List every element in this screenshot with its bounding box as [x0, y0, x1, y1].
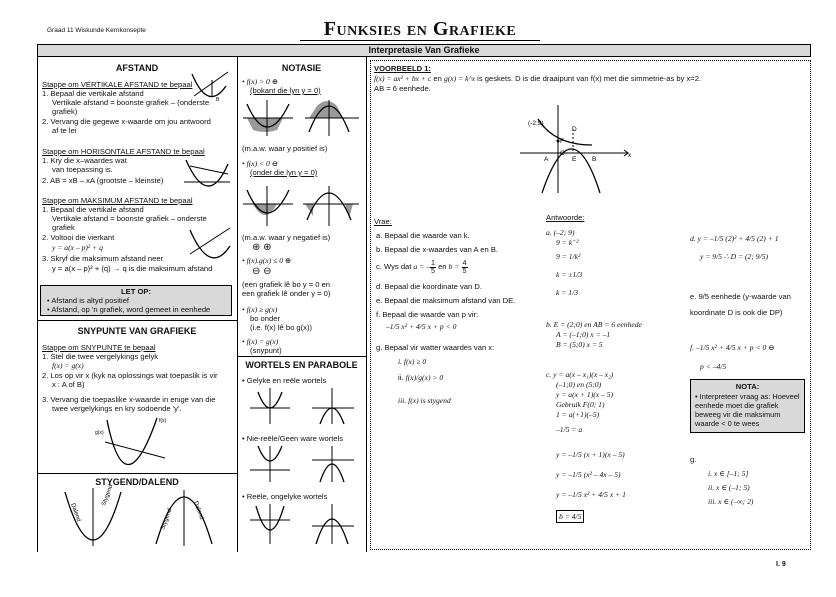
- page-title: Funksies en Grafieke: [323, 18, 517, 40]
- wortels-graph-3: [250, 504, 360, 544]
- f-label: f(x): [159, 418, 167, 424]
- ans-c: –1/5 = a: [556, 425, 583, 434]
- vraag-a: a. Bepaal die waarde van k.: [376, 231, 470, 240]
- sign-plus: ⊕ ⊕: [252, 242, 272, 253]
- ans-g: i. x ∈ [–1; 5]: [708, 469, 749, 478]
- wortels-item: • Gelyke en reële wortels: [242, 376, 327, 385]
- grade-label: Graad 11 Wiskunde Kernkonsepte: [47, 27, 146, 34]
- vrae-title: Vrae:: [374, 217, 392, 226]
- page-number: I. 9: [776, 561, 786, 568]
- snypunte-step: f(x) = g(x): [52, 361, 84, 370]
- max-step: y = a(x – p)² + q: [52, 243, 103, 252]
- ans-a: 9 = 1/k²: [556, 252, 581, 261]
- axis-label: x: [628, 152, 632, 159]
- notasie-item: bo onder: [250, 314, 280, 323]
- notasie-graph-2: [243, 186, 361, 226]
- afstand-sketch-2: [182, 152, 232, 192]
- ans-c: y = –1/5 x² + 4/5 x + 1: [556, 490, 626, 499]
- notasie-item: (m.a.w. waar y positief is): [242, 144, 328, 153]
- ans-e: koordinate D is ook die DP): [690, 308, 783, 317]
- wortels-graph-2: [250, 446, 360, 482]
- nota-title: NOTA:: [735, 382, 760, 391]
- svg-text:B: B: [216, 97, 220, 103]
- notasie-title: NOTASIE: [281, 63, 322, 73]
- ans-a: k = ±1/3: [556, 270, 583, 279]
- notasie-item: (i.e. f(x) lê bo g(x)): [250, 323, 313, 332]
- ans-f: f. –1/5 x² + 4/5 x + p < 0 ⊖: [690, 343, 775, 352]
- vraag-b: b. Bepaal die x-waardes van A en B.: [376, 245, 498, 254]
- letop-item: • Afstand is altyd positief: [47, 296, 130, 305]
- ans-c-boxed: b = 4/5: [556, 510, 584, 523]
- notasie-item: • f(x) > 0 ⊕: [242, 77, 279, 86]
- notasie-item: (onder die lyn y = 0): [250, 168, 318, 177]
- vert-step: 1. Bepaal die vertikale afstand: [42, 89, 144, 98]
- point-label: (-2;9): [528, 120, 544, 127]
- nota-box: [690, 379, 805, 433]
- notasie-item: • f(x) = g(x): [242, 337, 279, 346]
- notasie-item: (m.a.w. waar y negatief is): [242, 233, 331, 242]
- vraag-g-ii: ii. f(x)/g(x) > 0: [398, 373, 444, 382]
- ans-a: 9 = k⁻²: [556, 238, 579, 247]
- point-label: B: [592, 156, 597, 163]
- notasie-item: (bokant die lyn y = 0): [250, 86, 321, 95]
- vert-step: 2. Vervang die gegewe x-waarde om jou antwoord: [42, 117, 211, 126]
- snypunte-title: SNYPUNTE VAN GRAFIEKE: [77, 326, 197, 336]
- wortels-item: • Nie-reële/Geen ware wortels: [242, 434, 344, 443]
- antwoorde-title: Antwoorde:: [546, 213, 585, 222]
- voorbeeld-title: VOORBEELD 1:: [374, 64, 431, 73]
- letop-title: LET OP:: [121, 287, 151, 296]
- vert-step: Vertikale afstand = boonste grafiek – (onderste: [52, 98, 210, 107]
- ans-g: ii. x ∈ (–1; 5): [708, 483, 750, 492]
- notasie-graph-1: [243, 100, 361, 136]
- notasie-item: (een grafiek lê bo y = 0 en: [242, 280, 331, 289]
- stygend-label: Stygend: [101, 483, 115, 507]
- snypunte-step: twee vergelykings en kry sodoende 'y'.: [52, 404, 182, 413]
- snypunte-step: 3. Vervang die toepaslike x-waarde in enige van die: [42, 395, 216, 404]
- snypunte-graph: [95, 414, 175, 470]
- ans-b: b. E = (2;0) en AB = 6 eenhede: [546, 320, 642, 329]
- snypunte-step: x : A of B): [52, 380, 85, 389]
- snypunte-step: 1. Stel die twee vergelykings gelyk: [42, 352, 159, 361]
- vert-step: grafiek): [52, 107, 78, 116]
- wortels-graph-1: [250, 388, 360, 424]
- voorbeeld-graph: [520, 105, 640, 195]
- hor-title: Stappe om HORISONTALE AFSTAND te bepaal: [42, 147, 205, 156]
- ans-c: 1 = a(+1)(–5): [556, 410, 600, 419]
- ans-c: Gebruik F(0; 1): [556, 400, 605, 409]
- max-step: y = a(x – p)² + (q) → q is die maksimum afstand: [52, 264, 213, 273]
- notasie-item: • f(x).g(x) ≤ 0 ⊕: [242, 256, 292, 265]
- ans-c: c. y = a(x – x₁)(x – x₂): [546, 370, 614, 379]
- max-step: 2. Voltooi die vierkant: [42, 233, 115, 242]
- point-label: E: [572, 156, 577, 163]
- ans-g: g.: [690, 455, 697, 464]
- snypunte-step: 2. Los op vir x (kyk na oplossings wat toepaslik is vir: [42, 371, 218, 380]
- notasie-item: • f(x) < 0 ⊖: [242, 159, 279, 168]
- hor-step: 1. Kry die x–waardes wat: [42, 156, 127, 165]
- ans-a: a. (–2; 9): [546, 228, 575, 237]
- vraag-c: c. Wys dat a = – $\frac{1}{5}$ en b = $\frac{4}{5}$: [376, 259, 467, 275]
- afstand-sketch-3: [188, 226, 232, 260]
- afstand-title: AFSTAND: [115, 63, 159, 73]
- letop-item: • Afstand, op 'n grafiek, word gemeet in eenhede: [47, 305, 211, 314]
- max-step: grafiek: [52, 223, 75, 232]
- subtitle-bar: Interpretasie Van Grafieke: [37, 44, 811, 57]
- ans-b: B = (5;0) x = 5: [556, 340, 603, 349]
- max-step: Vertikale afstand = boonste grafiek – onderste: [52, 214, 207, 223]
- stygend-graph-1: [55, 483, 135, 546]
- vraag-f: f. Bepaal die waarde van p vir:: [376, 310, 479, 319]
- ans-c: y = a(x + 1)(x – 5): [556, 390, 614, 399]
- point-label: F: [560, 138, 564, 145]
- ans-f: p < –4/5: [700, 362, 727, 371]
- voorbeeld-line1: f(x) = ax² + bx + c en g(x) = k^x is geskets. D is die draaipunt van f(x) met die simmetrie-as by x=2.: [374, 74, 702, 83]
- stygend-title: STYGEND/DALEND: [95, 477, 179, 487]
- ans-g: iii. x ∈ (–∞; 2): [708, 497, 754, 506]
- afstand-sketch-1: [190, 68, 232, 102]
- stygend-label: Stygend: [160, 507, 174, 531]
- vraag-g-i: i. f(x) ≥ 0: [398, 357, 427, 366]
- ans-d: d. y = –1/5 (2)² + 4/5 (2) + 1: [690, 234, 779, 243]
- snypunte-sub: Stappe om SNYPUNTE te bepaal: [42, 343, 156, 352]
- g-label: g(x): [95, 430, 104, 436]
- vraag-e: e. Bepaal die maksimum afstand van DE.: [376, 296, 516, 305]
- notasie-item: (snypunt): [250, 346, 282, 355]
- wortels-item: • Reële, ongelyke wortels: [242, 492, 328, 501]
- max-step: 1. Bepaal die vertikale afstand: [42, 205, 144, 214]
- ans-c: y = –1/5 (x + 1)(x – 5): [556, 450, 625, 459]
- point-label: A: [544, 156, 549, 163]
- point-label: C: [560, 150, 565, 157]
- stygend-graph-2: [150, 490, 230, 546]
- vraag-f-expr: –1/5 x² + 4/5 x + p < 0: [386, 322, 457, 331]
- max-title: Stappe om MAKSIMUM AFSTAND te bepaal: [42, 196, 193, 205]
- ans-c: (–1;0) en (5;0): [556, 380, 602, 389]
- dalend-label: Dalend: [69, 502, 82, 523]
- voorbeeld-line2: AB = 6 eenhede.: [374, 84, 431, 93]
- nota-text: • Interpreteer vraag as: Hoeveel eenhede moet die grafiek beweeg vir die maksimum waarde < 0 te wees: [695, 392, 800, 428]
- dalend-label: Dalend: [192, 500, 205, 521]
- hor-step: van toepassing is.: [52, 165, 113, 174]
- ans-c: y = –1/5 (x² – 4x – 5): [556, 470, 621, 479]
- point-label: D: [572, 126, 577, 133]
- ans-d: y = 9/5 ∴ D = (2; 9/5): [700, 252, 769, 261]
- vert-title: Stappe om VERTIKALE AFSTAND te bepaal: [42, 80, 193, 89]
- vert-step: af te lei: [52, 126, 77, 135]
- max-step: 3. Skryf die maksimum afstand neer: [42, 254, 164, 263]
- hor-step: 2. AB = xB – xA (grootste – kleinste): [42, 176, 164, 185]
- sign-minus: ⊖ ⊖: [252, 266, 272, 277]
- ans-b: A = (–1;0) x = –1: [556, 330, 611, 339]
- vraag-d: d. Bepaal die koordinate van D.: [376, 282, 482, 291]
- wortels-title: WORTELS EN PARABOLE: [245, 360, 358, 370]
- vraag-g-iii: iii. f(x) is stygend: [398, 396, 451, 405]
- ans-e: e. 9/5 eenhede (y-waarde van: [690, 292, 791, 301]
- vraag-g: g. Bepaal vir watter waardes van x:: [376, 343, 495, 352]
- notasie-item: een grafiek lê onder y = 0): [242, 289, 331, 298]
- ans-a: k = 1/3: [556, 288, 578, 297]
- letop-box: [40, 285, 232, 316]
- notasie-item: • f(x) ≥ g(x): [242, 305, 278, 314]
